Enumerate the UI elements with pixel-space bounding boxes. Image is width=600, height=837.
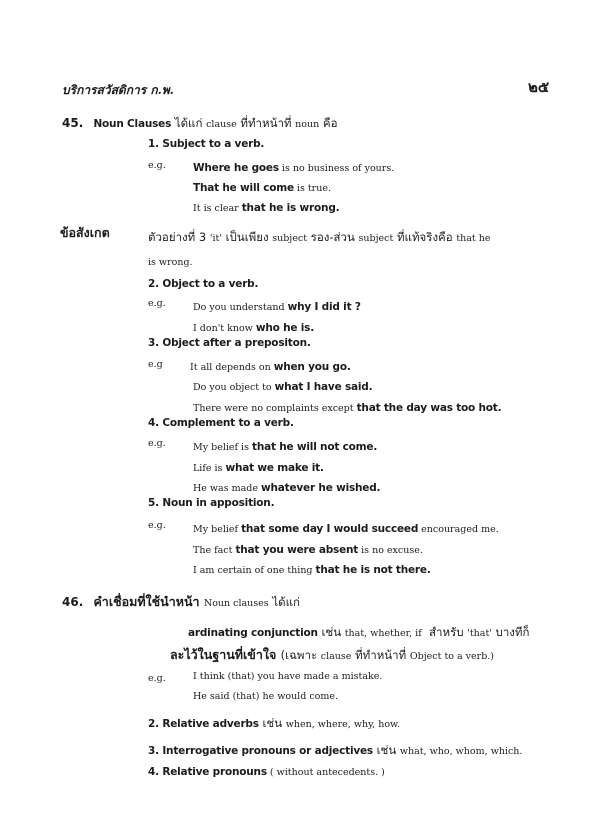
eg-label: e.g.	[148, 673, 166, 684]
example-line: Do you object to what I have said.	[193, 381, 373, 393]
note-text: ตัวอย่างที่ 3 'it' เป็นเพียง subject รอง-ส่วน subject ที่แท้จริงคือ that he	[148, 230, 491, 244]
eg-label: e.g.	[148, 520, 166, 531]
example-line: Life is what we make it.	[193, 462, 324, 474]
note-label: ข้อสังเกต	[60, 225, 110, 240]
eg-label: e.g.	[148, 298, 166, 309]
page-number: ๒๕	[528, 78, 550, 96]
item-subject-to-verb: 1. Subject to a verb.	[148, 138, 265, 150]
example-line: I think (that) you have made a mistake.	[193, 671, 383, 682]
running-header: บริการสวัสดิการ ก.พ.	[62, 83, 174, 97]
item-object-to-verb: 2. Object to a verb.	[148, 278, 259, 290]
example-line: He said (that) he would come.	[193, 691, 339, 702]
section-46-heading: 46. คำเชื่อมที่ใช้นำหน้า Noun clauses ได้แก่	[62, 594, 300, 609]
heading-bold: Noun Clauses	[93, 118, 172, 130]
section-number: 46.	[62, 595, 84, 609]
note-continuation: is wrong.	[148, 257, 193, 268]
example-line: It all depends on when you go.	[190, 361, 351, 373]
example-line: The fact that you were absent is no excuse.	[193, 544, 423, 556]
item-complement-to-verb: 4. Complement to a verb.	[148, 417, 294, 429]
section-45-heading: 45. Noun Clauses ได้แก่ clause ที่ทำหน้าที่ noun คือ	[62, 116, 338, 130]
eg-label: e.g	[148, 359, 163, 370]
eg-label: e.g.	[148, 160, 166, 171]
item-relative-adverbs: 2. Relative adverbs เช่น when, where, why, how.	[148, 716, 401, 730]
eg-label: e.g.	[148, 438, 166, 449]
example-line: My belief is that he will not come.	[193, 441, 378, 453]
item-subordinating-conjunction: ardinating conjunction เช่น that, whether, if สำหรับ 'that' บางทีก็	[188, 625, 530, 639]
item-noun-in-apposition: 5. Noun in apposition.	[148, 497, 275, 509]
example-line: Where he goes is no business of yours.	[193, 162, 395, 174]
example-line: Do you understand why I did it ?	[193, 301, 361, 313]
example-line: That he will come is true.	[193, 182, 331, 194]
item-object-after-preposition: 3. Object after a prepositon.	[148, 337, 311, 349]
item-continuation: ละไว้ในฐานที่เข้าใจ (เฉพาะ clause ที่ทำหน้าที่ Object to a verb.)	[170, 647, 495, 662]
example-line: It is clear that he is wrong.	[193, 202, 340, 214]
section-number: 45.	[62, 116, 84, 130]
example-line: He was made whatever he wished.	[193, 482, 381, 494]
example-line: I am certain of one thing that he is not there.	[193, 564, 431, 576]
example-line: I don't know who he is.	[193, 322, 315, 334]
example-line: There were no complaints except that the day was too hot.	[193, 402, 502, 414]
item-interrogative-pronouns: 3. Interrogative pronouns or adjectives เช่น what, who, whom, which.	[148, 743, 523, 757]
item-relative-pronouns: 4. Relative pronouns ( without antecedents. )	[148, 766, 385, 778]
example-line: My belief that some day I would succeed encouraged me.	[193, 523, 499, 535]
